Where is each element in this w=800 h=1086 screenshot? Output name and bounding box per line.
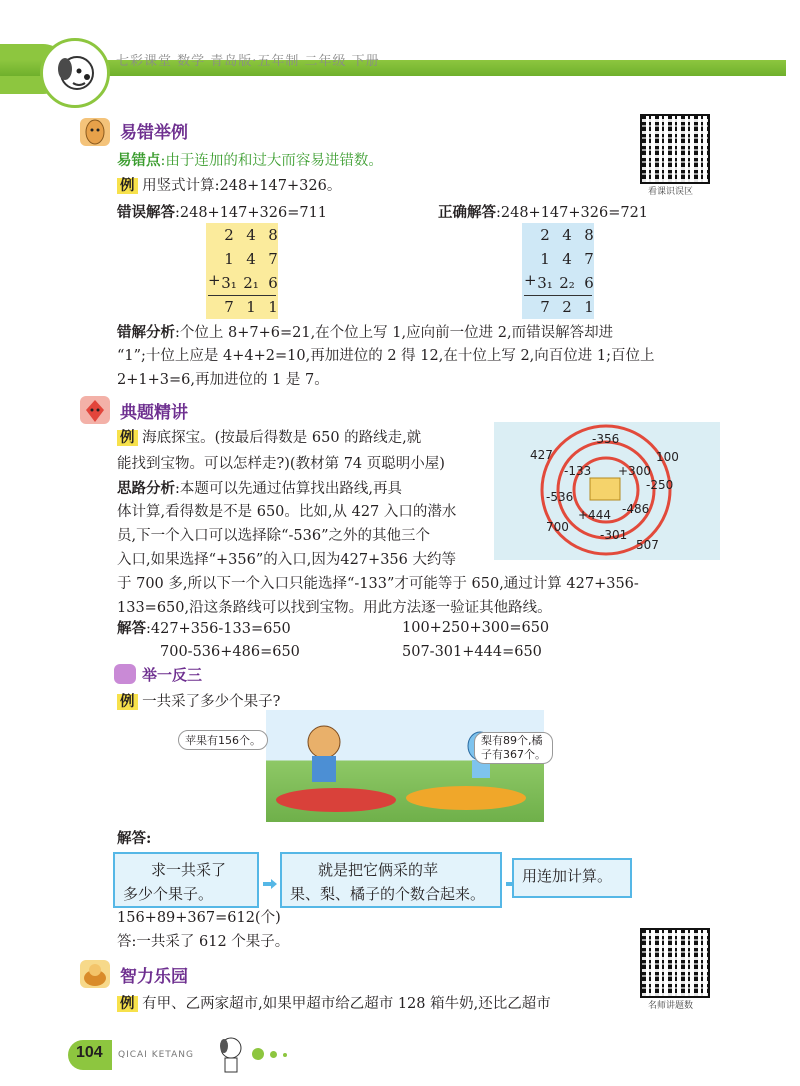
digit-cell: 8 [268, 226, 278, 244]
mistake-example: 例 用竖式计算:248+147+326。 [117, 174, 341, 199]
typical-analysis-3: 员,下一个入口可以选择除“-536”之外的其他三个 [117, 528, 431, 544]
answer-line-1: 解答:427+356-133=650 [117, 620, 291, 637]
digit-cell: 3₁ [221, 274, 237, 292]
analysis-line-1: 错解分析:个位上 8+7+6=21,在个位上写 1,应向前一位进 2,而错误解答却进 [117, 324, 614, 341]
digit-cell: 7 [224, 298, 234, 316]
book-icon [114, 664, 136, 684]
fruit-picking-illustration [266, 710, 544, 822]
qr-code-icon[interactable] [640, 928, 710, 998]
flow-step-3: 用连加计算。 [512, 858, 632, 898]
wrong-vertical-calc [206, 223, 278, 319]
flow-step-2: 就是把它俩采的苹 果、梨、橘子的个数合起来。 [280, 852, 502, 908]
analogy-question: 例 一共采了多少个果子? [117, 690, 280, 715]
maze-number: -536 [546, 490, 574, 504]
digit-cell: 7 [268, 250, 278, 268]
speech-bubble-pear-orange: 梨有89个,橘 子有367个。 [474, 732, 553, 764]
egg-character-icon [80, 118, 110, 146]
typical-line-2: 能找到宝物。可以怎样走?)(教材第 74 页聪明小屋) [117, 456, 445, 472]
typical-analysis-2: 体计算,看得数是不是 650。比如,从 427 入口的潜水 [117, 504, 457, 520]
wrong-answer-line: 错误解答:248+147+326=711 [117, 204, 328, 221]
maze-number: -133 [564, 464, 592, 478]
answer-line-3: 700-536+486=650 [160, 644, 300, 660]
plus-sign: + [208, 271, 221, 289]
plus-sign: + [524, 271, 537, 289]
maze-number: 427 [530, 448, 553, 462]
maze-number: 100 [656, 450, 679, 464]
digit-cell: 1 [540, 250, 550, 268]
digit-cell: 6 [584, 274, 594, 292]
dog-mascot-icon [216, 1034, 246, 1074]
right-vertical-calc [522, 223, 594, 319]
footer-brand: QICAI KETANG [118, 1050, 194, 1060]
maze-number: -301 [600, 528, 628, 542]
digit-cell: 2₁ [243, 274, 259, 292]
section-title-mistake: 易错举例 [120, 123, 188, 143]
digit-cell: 4 [562, 250, 572, 268]
strawberry-character-icon [80, 396, 110, 424]
digit-cell: 1 [246, 298, 256, 316]
analogy-final-answer: 答:一共采了 612 个果子。 [117, 934, 290, 950]
page-number: 104 [76, 1044, 103, 1061]
maze-number: +444 [578, 508, 611, 522]
typical-analysis-1: 思路分析:本题可以先通过估算找出路线,再具 [117, 480, 402, 497]
footer-dot [252, 1048, 264, 1060]
digit-cell: 1 [584, 298, 594, 316]
digit-cell: 3₁ [537, 274, 553, 292]
section-title-analogy: 举一反三 [142, 666, 203, 684]
analysis-line-2: “1”;十位上应是 4+4+2=10,再加进位的 2 得 12,在十位上写 2,向百位进 1;百位上 [117, 348, 655, 364]
section-title-typical: 典题精讲 [120, 403, 188, 423]
digit-cell: 1 [268, 298, 278, 316]
digit-cell: 6 [268, 274, 278, 292]
footer-dot [283, 1053, 287, 1057]
typical-analysis-4: 入口,如果选择“+356”的入口,因为427+356 大约等 [117, 552, 456, 568]
analogy-answer-label: 解答: [117, 830, 152, 847]
sum-rule [208, 295, 276, 296]
footer-dot [270, 1051, 277, 1058]
maze-number: -356 [592, 432, 620, 446]
speech-bubble-apple: 苹果有156个。 [178, 730, 268, 750]
digit-cell: 7 [540, 298, 550, 316]
maze-number: 700 [546, 520, 569, 534]
section-title-puzzle: 智力乐园 [120, 967, 188, 987]
maze-illustration [494, 422, 720, 560]
digit-cell: 8 [584, 226, 594, 244]
typical-analysis-5: 于 700 多,所以下一个入口只能选择“-133”才可能等于 650,通过计算 427+356- [117, 576, 639, 592]
basket-character-icon [80, 960, 110, 988]
sum-rule [524, 295, 592, 296]
mistake-point: 易错点:由于连加的和过大而容易进错数。 [117, 152, 383, 169]
answer-line-2: 100+250+300=650 [402, 620, 550, 636]
maze-number: +300 [618, 464, 651, 478]
digit-cell: 2 [562, 298, 572, 316]
flow-step-1: 求一共采了 多少个果子。 [113, 852, 259, 908]
analogy-calc: 156+89+367=612(个) [117, 910, 281, 926]
digit-cell: 2 [224, 226, 234, 244]
dog-logo-icon [40, 38, 110, 108]
puzzle-text: 例 有甲、乙两家超市,如果甲超市给乙超市 128 箱牛奶,还比乙超市 [117, 992, 551, 1017]
qr-caption-bottom: 名师讲题数 [648, 1001, 694, 1011]
digit-cell: 2 [540, 226, 550, 244]
arrow-right-icon [263, 874, 277, 884]
qr-caption-top: 看课识误区 [648, 187, 694, 197]
digit-cell: 2₂ [559, 274, 575, 292]
qr-code-icon[interactable] [640, 114, 710, 184]
digit-cell: 4 [562, 226, 572, 244]
digit-cell: 7 [584, 250, 594, 268]
answer-line-4: 507-301+444=650 [402, 644, 542, 660]
header-title: 七彩课堂 数学 青岛版·五年制 二年级 下册 [116, 54, 380, 69]
typical-line-1: 例 海底探宝。(按最后得数是 650 的路线走,就 [117, 426, 421, 451]
maze-number: 507 [636, 538, 659, 552]
typical-analysis-6: 133=650,沿这条路线可以找到宝物。用此方法逐一验证其他路线。 [117, 600, 552, 616]
analysis-line-3: 2+1+3=6,再加进位的 1 是 7。 [117, 372, 329, 388]
digit-cell: 1 [224, 250, 234, 268]
digit-cell: 4 [246, 250, 256, 268]
maze-number: -486 [622, 502, 650, 516]
maze-number: -250 [646, 478, 674, 492]
right-answer-line: 正确解答:248+147+326=721 [438, 204, 649, 221]
digit-cell: 4 [246, 226, 256, 244]
wrong-digit-grid [218, 223, 284, 319]
right-digit-grid [534, 223, 600, 319]
